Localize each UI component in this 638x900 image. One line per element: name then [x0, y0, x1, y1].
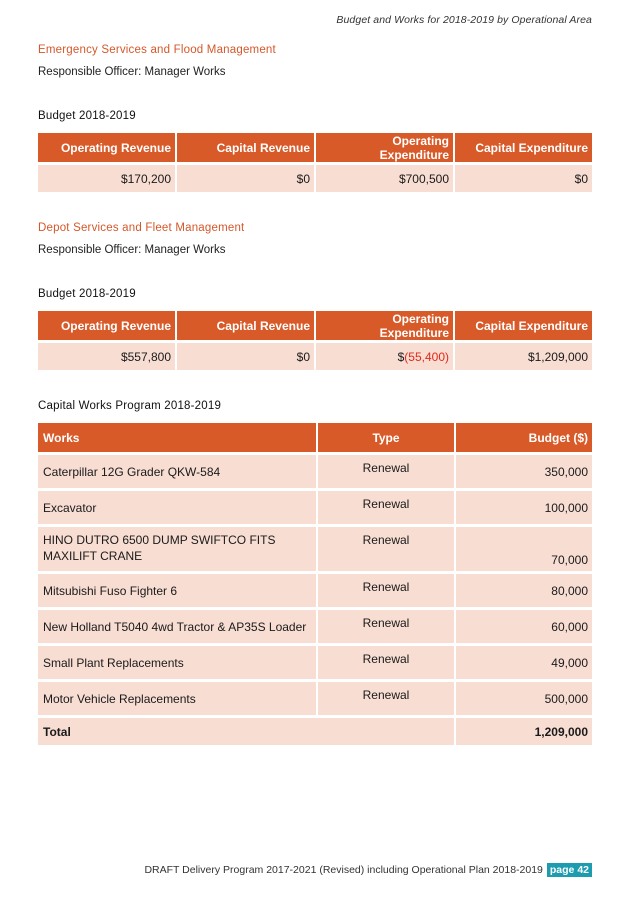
operating-revenue-value: $170,200: [38, 165, 175, 195]
col-budget: Budget ($): [456, 423, 592, 455]
col-works: Works: [38, 423, 316, 455]
works-line: HINO DUTRO 6500 DUMP SWIFTCO FITS: [43, 533, 276, 547]
type-cell: Renewal: [318, 610, 454, 646]
works-line: MAXILIFT CRANE: [43, 549, 143, 563]
col-capital-expenditure: Capital Expenditure: [455, 133, 592, 165]
negative-amount: (55,400): [404, 349, 449, 364]
operating-revenue-value: $557,800: [38, 343, 175, 373]
capital-expenditure-value: $1,209,000: [455, 343, 592, 373]
type-cell: Renewal: [318, 455, 454, 491]
col-operating-revenue: Operating Revenue: [38, 133, 175, 165]
works-cell: New Holland T5040 4wd Tractor & AP35S Loader: [38, 610, 316, 646]
works-cell: Mitsubishi Fuso Fighter 6: [38, 574, 316, 610]
works-cell: Caterpillar 12G Grader QKW-584: [38, 455, 316, 491]
table-row: [38, 491, 592, 527]
works-cell: [38, 527, 316, 574]
total-row: [38, 718, 592, 748]
table-row: [38, 682, 592, 718]
total-label: Total: [38, 718, 454, 748]
col-type: Type: [318, 423, 454, 455]
col-capital-revenue: Capital Revenue: [177, 311, 314, 343]
type-cell: Renewal: [318, 491, 454, 527]
responsible-officer: Responsible Officer: Manager Works: [38, 244, 226, 256]
capital-works-table: [36, 423, 594, 748]
table-header-row: [38, 423, 592, 455]
capital-expenditure-value: $0: [455, 165, 592, 195]
currency-prefix: $: [397, 349, 405, 364]
type-cell: Renewal: [318, 527, 454, 574]
running-header: Budget and Works for 2018-2019 by Operational Area: [336, 14, 592, 26]
col-operating-revenue: Operating Revenue: [38, 311, 175, 343]
col-capital-revenue: Capital Revenue: [177, 133, 314, 165]
col-operating-expenditure: Operating Expenditure: [316, 133, 453, 165]
budget-table-depot: [36, 311, 594, 373]
section-title-depot: Depot Services and Fleet Management: [38, 222, 245, 234]
budget-cell: 80,000: [456, 574, 592, 610]
works-cell: Small Plant Replacements: [38, 646, 316, 682]
budget-heading: Budget 2018-2019: [38, 288, 136, 300]
section-title-emergency: Emergency Services and Flood Management: [38, 44, 276, 56]
works-cell: Excavator: [38, 491, 316, 527]
page-footer: [144, 863, 592, 877]
footer-text: DRAFT Delivery Program 2017-2021 (Revised) including Operational Plan 2018-2019: [144, 864, 543, 876]
responsible-officer: Responsible Officer: Manager Works: [38, 66, 226, 78]
page-number-badge: page 42: [547, 863, 592, 877]
table-row: [38, 646, 592, 682]
type-cell: Renewal: [318, 574, 454, 610]
operating-expenditure-value: $700,500: [316, 165, 453, 195]
budget-cell: 60,000: [456, 610, 592, 646]
budget-cell: 500,000: [456, 682, 592, 718]
budget-table-emergency: [36, 133, 594, 195]
col-capital-expenditure: Capital Expenditure: [455, 311, 592, 343]
operating-expenditure-value: [316, 343, 453, 373]
table-row: [38, 574, 592, 610]
type-cell: Renewal: [318, 682, 454, 718]
table-row: [38, 455, 592, 491]
capital-revenue-value: $0: [177, 343, 314, 373]
budget-cell: 100,000: [456, 491, 592, 527]
table-row: [38, 610, 592, 646]
works-heading: Capital Works Program 2018-2019: [38, 400, 222, 412]
table-header-row: [38, 311, 592, 343]
budget-cell: 70,000: [456, 527, 592, 574]
table-row: [38, 527, 592, 574]
budget-cell: 350,000: [456, 455, 592, 491]
budget-heading: Budget 2018-2019: [38, 110, 136, 122]
budget-cell: 49,000: [456, 646, 592, 682]
col-operating-expenditure: Operating Expenditure: [316, 311, 453, 343]
works-cell: Motor Vehicle Replacements: [38, 682, 316, 718]
total-value: 1,209,000: [456, 718, 592, 748]
type-cell: Renewal: [318, 646, 454, 682]
capital-revenue-value: $0: [177, 165, 314, 195]
table-header-row: [38, 133, 592, 165]
table-row: [38, 343, 592, 373]
table-row: [38, 165, 592, 195]
